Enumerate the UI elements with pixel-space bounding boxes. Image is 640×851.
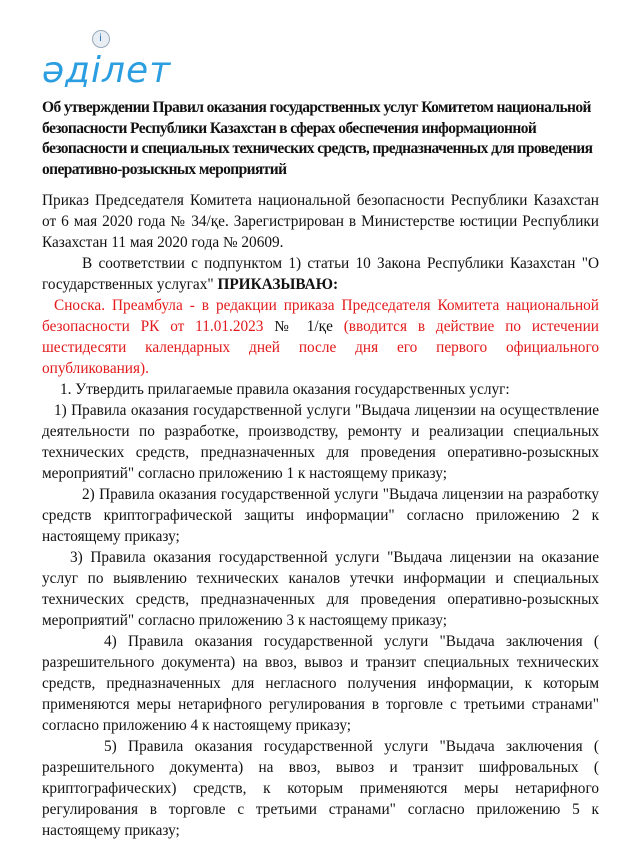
list-item: 2) Правила оказания государственной услуги "Выдача лицензии на разработку средств криптографической защиты информации" согласно приложению 2 к настоящему приказу; <box>42 486 599 545</box>
preamble-text: В соответствии с подпунктом 1) статьи 10 Закона Республики Казахстан "О государственных услугах" <box>42 255 599 293</box>
adilet-logo[interactable] <box>42 33 172 92</box>
order-word: ПРИКАЗЫВАЮ: <box>217 276 339 293</box>
order-intro: Приказ Председателя Комитета национальной безопасности Республики Казахстан от 6 мая 2020 года № 34/қе. Зарегистрирован в Министерстве юстиции Республики Казахстан 11 мая 2020 года № 20609. <box>42 192 599 251</box>
list-item: 5) Правила оказания государственной услуги "Выдача заключения ( разрешительного документа) на ввоз, вывоз и транзит шифровальных ( криптографических) средств, к которым применяются меры нетарифного регулирования в торговле с третьими странами" согласно приложению 5 к настоящему приказу; <box>42 738 599 839</box>
footnote <box>42 295 599 379</box>
list-item: 1) Правила оказания государственной услуги "Выдача лицензии на осуществление деятельности по разработке, производству, ремонту и реализации специальных технических средств, предназначенных для проведения оперативно-розыскных мероприятий" согласно приложению 1 к настоящему приказу; <box>42 402 599 482</box>
list-item: 1. Утвердить прилагаемые правила оказания государственных услуг: <box>60 381 510 398</box>
document-title: Об утверждении Правил оказания государственных услуг Комитетом национальной безопасности Республики Казахстан в сферах обеспечения информационной безопасности и специальных технических средств, предназначенных для проведения оперативно-розыскных мероприятий <box>42 99 593 178</box>
list-item: 3) Правила оказания государственной услуги "Выдача лицензии на оказание услуг по выявлению технических каналов утечки информации и специальных технических средств, предназначенных для проведения оперативно-розыскных мероприятий" согласно приложению 3 к настоящему приказу; <box>42 549 599 629</box>
document-body <box>42 190 599 841</box>
footnote-text-1: Сноска. Преамбула - в редакции приказа Председателя Комитета национальной безопасности РК от 11.01.2023 <box>42 297 599 335</box>
footnote-link[interactable]: № 1/қе <box>274 318 333 335</box>
info-dot-icon: i <box>92 30 110 48</box>
logo-text: әділет <box>42 50 172 91</box>
list-item: 4) Правила оказания государственной услуги "Выдача заключения ( разрешительного документа) на ввоз, вывоз и транзит специальных технических средств, предназначенных для негласного получения информации, к которым применяются меры нетарифного регулирования в торговле с третьими странами" согласно приложению 4 к настоящему приказу; <box>42 633 599 734</box>
footnote-text-2: (вводится в действие по истечении шестидесяти календарных дней после дня его первого официального опубликования). <box>42 318 599 377</box>
preamble <box>42 253 599 295</box>
